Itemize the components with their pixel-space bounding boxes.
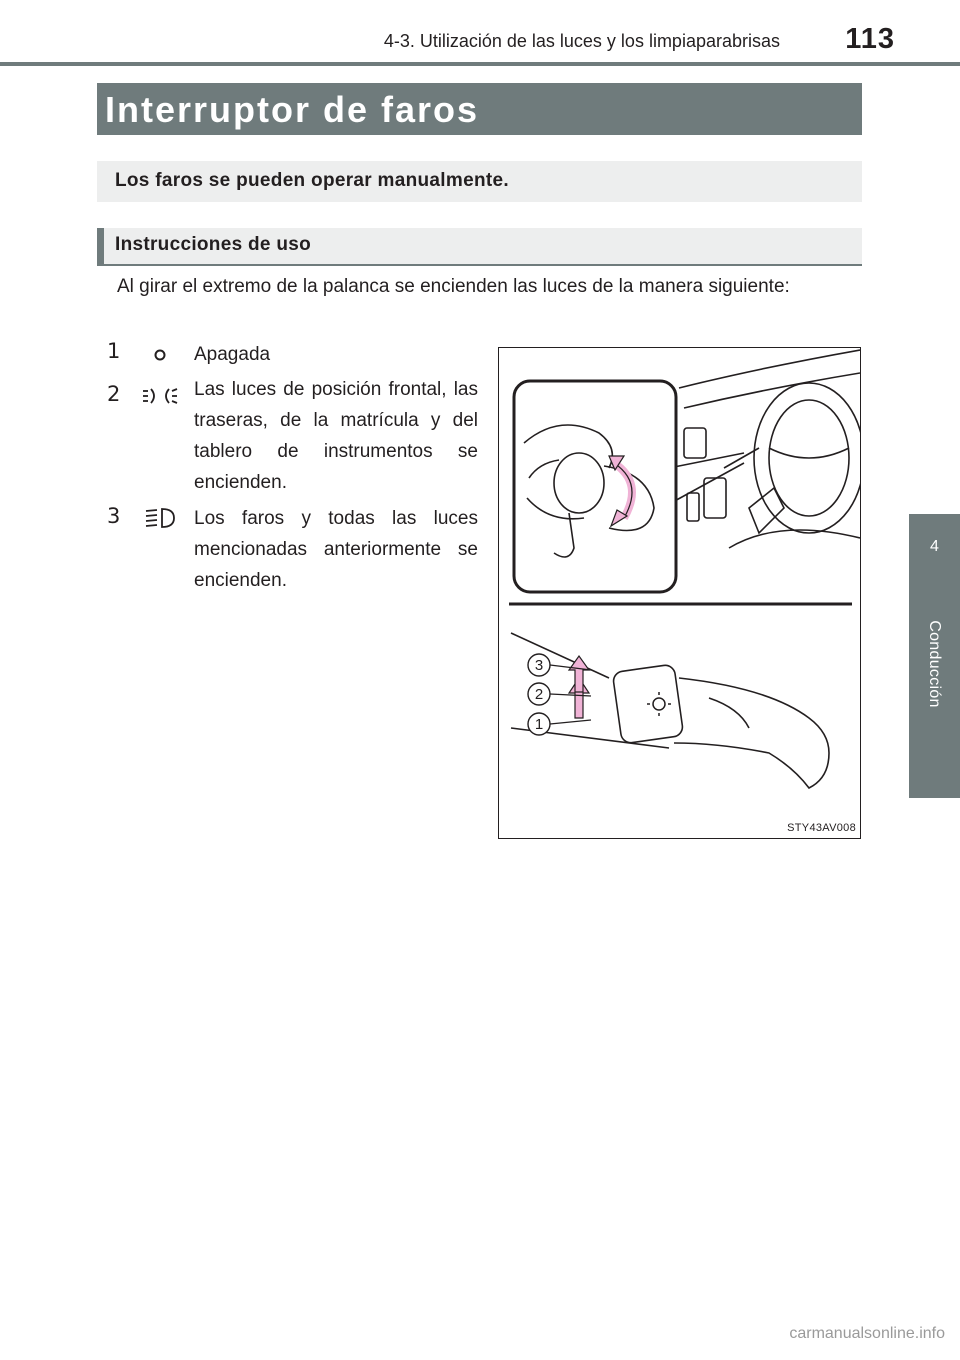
chapter-side-tab <box>909 514 960 798</box>
watermark: carmanualsonline.info <box>789 1325 945 1342</box>
summary-text: Los faros se pueden operar manualmente. <box>115 170 509 191</box>
chapter-label: Conducción <box>926 620 943 708</box>
switch-illustration <box>499 348 860 838</box>
page-number: 113 <box>845 23 895 55</box>
headlight-icon <box>142 506 178 530</box>
headlight-switch-figure <box>498 347 861 839</box>
item-text-1: Apagada <box>194 344 271 365</box>
item-text-2: Las luces de posición frontal, las traseras, de la matrícula y del tablero de instrumentos se encienden. <box>194 379 478 493</box>
item-number-2: 2 <box>107 382 121 406</box>
subsection-title: Instrucciones de uso <box>115 234 312 255</box>
chapter-number: 4 <box>930 538 939 555</box>
figure-callout-1: 1 <box>534 716 544 733</box>
figure-callout-3: 3 <box>534 657 544 674</box>
figure-code: STY43AV008 <box>787 822 856 834</box>
item-text-3: Los faros y todas las luces mencionadas anteriormente se encienden. <box>194 508 478 591</box>
item-number-3: 3 <box>107 504 121 528</box>
subsection-bar <box>97 228 862 266</box>
header-rule <box>0 62 960 66</box>
title-bar <box>97 83 862 135</box>
summary-box <box>97 161 862 202</box>
page-title: Interruptor de faros <box>105 89 480 130</box>
intro-paragraph: Al girar el extremo de la palanca se encienden las luces de la manera siguiente: <box>117 276 790 297</box>
subsection-accent <box>97 228 104 266</box>
off-icon <box>142 343 178 367</box>
header-section-title: 4-3. Utilización de las luces y los limpiaparabrisas <box>383 31 780 51</box>
figure-callout-2: 2 <box>534 686 544 703</box>
item-number-1: 1 <box>107 339 121 363</box>
position-lights-icon <box>142 384 178 408</box>
